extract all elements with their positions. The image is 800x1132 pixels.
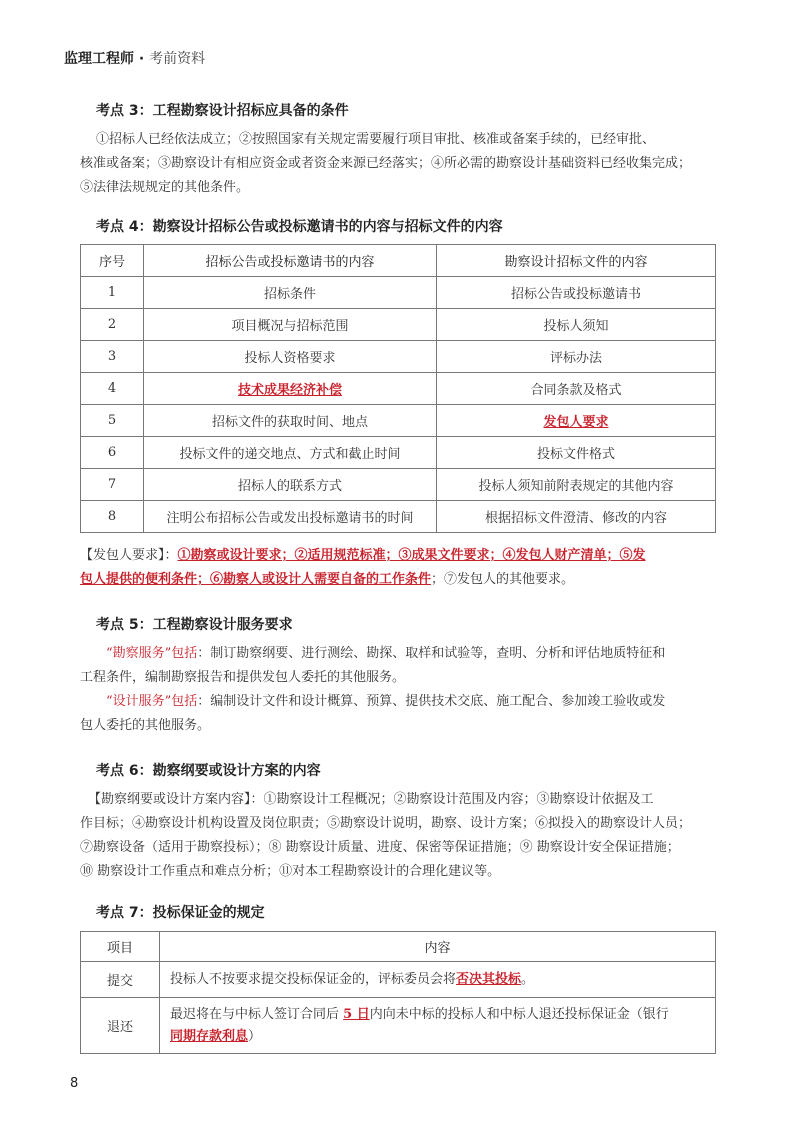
col-header-content: 内容 bbox=[160, 932, 716, 962]
design-service-text-a: ：编制设计文件和设计概算、预算、提供技术交底、施工配合、参加竣工验收或发 bbox=[197, 694, 666, 709]
submit-text: 投标人不按要求提交投标保证金的，评标委员会将 bbox=[170, 971, 457, 987]
bid-bond-table bbox=[80, 931, 716, 1054]
table-row bbox=[81, 962, 716, 998]
survey-service-text-a: ：制订勘察纲要、进行测绘、勘探、取样和试验等，查明、分析和评估地质特征和 bbox=[197, 646, 666, 661]
section-6-line-1: 【勘察纲要或设计方案内容】：①勘察设计工程概况；②勘察设计范围及内容；③勘察设计依据及工 bbox=[88, 792, 654, 807]
col-header-item: 项目 bbox=[81, 932, 160, 962]
refund-text-b: 内向未中标的投标人和中标人退还投标保证金（银行 bbox=[369, 1006, 669, 1022]
note-highlight-2: 包人提供的便利条件；⑥勘察人或设计人需要自备的工作条件 bbox=[80, 572, 432, 587]
cell-no: 1 bbox=[81, 277, 144, 309]
cell-no: 6 bbox=[81, 437, 144, 469]
cell-announcement-highlight: 技术成果经济补偿 bbox=[144, 373, 437, 405]
table-row bbox=[81, 373, 716, 405]
cell-announcement: 投标人资格要求 bbox=[144, 341, 437, 373]
section-3-heading: 考点 3：工程勘察设计招标应具备的条件 bbox=[96, 103, 349, 119]
page-number: 8 bbox=[70, 1076, 79, 1091]
design-service-label: “设计服务”包括 bbox=[106, 694, 198, 709]
header-subtitle: 考前资料 bbox=[149, 51, 206, 67]
section-6-line-2: 作目标；④勘察设计机构设置及岗位职责；⑤勘察设计说明，勘察、设计方案；⑥拟投入的勘察设计人员； bbox=[80, 816, 692, 831]
cell-bid-docs: 投标人须知前附表规定的其他内容 bbox=[437, 469, 716, 501]
table-row bbox=[81, 405, 716, 437]
cell-announcement: 招标人的联系方式 bbox=[144, 469, 437, 501]
section-6-line-4: ⑩ 勘察设计工作重点和难点分析；⑪对本工程勘察设计的合理化建议等。 bbox=[80, 864, 501, 879]
section-3-line-1: ①招标人已经依法成立；②按照国家有关规定需要履行项目审批、核准或备案手续的，已经审批、 bbox=[96, 132, 656, 147]
section-5-body bbox=[80, 642, 728, 738]
table-row bbox=[81, 998, 716, 1054]
cell-bid-docs: 投标人须知 bbox=[437, 309, 716, 341]
cell-content bbox=[160, 962, 716, 998]
cell-no: 7 bbox=[81, 469, 144, 501]
submit-end: 。 bbox=[521, 971, 535, 987]
survey-service-text-b: 工程条件，编制勘察报告和提供发包人委托的其他服务。 bbox=[80, 670, 406, 685]
cell-content bbox=[160, 998, 716, 1054]
note-tail: ；⑦发包人的其他要求。 bbox=[431, 572, 575, 587]
refund-interest-highlight: 同期存款利息 bbox=[170, 1028, 249, 1044]
refund-days-highlight: 5 日 bbox=[343, 1006, 370, 1022]
header-dot: · bbox=[138, 51, 145, 67]
page-header bbox=[64, 48, 205, 68]
cell-announcement: 项目概况与招标范围 bbox=[144, 309, 437, 341]
section-6-heading: 考点 6：勘察纲要或设计方案的内容 bbox=[96, 763, 321, 779]
cell-bid-docs: 合同条款及格式 bbox=[437, 373, 716, 405]
design-service-text-b: 包人委托的其他服务。 bbox=[80, 718, 211, 733]
section-6-body bbox=[80, 788, 728, 884]
cell-item: 退还 bbox=[81, 998, 160, 1054]
table-row bbox=[81, 501, 716, 533]
cell-bid-docs: 投标文件格式 bbox=[437, 437, 716, 469]
col-header-announcement: 招标公告或投标邀请书的内容 bbox=[144, 245, 437, 277]
survey-service-label: “勘察服务”包括 bbox=[106, 646, 198, 661]
section-6-line-3: ⑦勘察设备（适用于勘察投标）；⑧ 勘察设计质量、进度、保密等保证措施；⑨ 勘察设计安全保证措施； bbox=[80, 840, 680, 855]
col-header-bid-docs: 勘察设计招标文件的内容 bbox=[437, 245, 716, 277]
table-row bbox=[81, 341, 716, 373]
table-row bbox=[81, 469, 716, 501]
cell-bid-docs-highlight: 发包人要求 bbox=[437, 405, 716, 437]
table-row bbox=[81, 277, 716, 309]
cell-no: 8 bbox=[81, 501, 144, 533]
table-row bbox=[81, 309, 716, 341]
cell-bid-docs: 招标公告或投标邀请书 bbox=[437, 277, 716, 309]
header-title: 监理工程师 bbox=[64, 51, 134, 67]
cell-no: 2 bbox=[81, 309, 144, 341]
cell-bid-docs: 评标办法 bbox=[437, 341, 716, 373]
cell-no: 3 bbox=[81, 341, 144, 373]
cell-no: 5 bbox=[81, 405, 144, 437]
table-header-row bbox=[81, 932, 716, 962]
table-header-row bbox=[81, 245, 716, 277]
bidding-content-table bbox=[80, 244, 716, 533]
cell-announcement: 招标条件 bbox=[144, 277, 437, 309]
cell-no: 4 bbox=[81, 373, 144, 405]
section-4-heading: 考点 4：勘察设计招标公告或投标邀请书的内容与招标文件的内容 bbox=[96, 219, 503, 235]
client-requirements-note bbox=[80, 544, 728, 592]
submit-highlight: 否决其投标 bbox=[456, 971, 522, 987]
note-label: 【发包人要求】： bbox=[80, 548, 178, 563]
section-3-line-3: ⑤法律法规规定的其他条件。 bbox=[80, 180, 250, 195]
section-5-heading: 考点 5：工程勘察设计服务要求 bbox=[96, 617, 293, 633]
section-3-body bbox=[80, 128, 728, 200]
section-7-heading: 考点 7：投标保证金的规定 bbox=[96, 905, 265, 921]
cell-item: 提交 bbox=[81, 962, 160, 998]
cell-announcement: 投标文件的递交地点、方式和截止时间 bbox=[144, 437, 437, 469]
col-header-no: 序号 bbox=[81, 245, 144, 277]
refund-text-a: 最迟将在与中标人签订合同后 bbox=[170, 1006, 344, 1022]
table-row bbox=[81, 437, 716, 469]
refund-end: ） bbox=[248, 1028, 262, 1044]
section-3-line-2: 核准或备案；③勘察设计有相应资金或者资金来源已经落实；④所必需的勘察设计基础资料已经收集完成； bbox=[80, 156, 692, 171]
cell-announcement: 注明公布招标公告或发出投标邀请书的时间 bbox=[144, 501, 437, 533]
cell-announcement: 招标文件的获取时间、地点 bbox=[144, 405, 437, 437]
cell-bid-docs: 根据招标文件澄清、修改的内容 bbox=[437, 501, 716, 533]
note-highlight-1: ①勘察或设计要求；②适用规范标准；③成果文件要求；④发包人财产清单；⑤发 bbox=[177, 548, 646, 563]
